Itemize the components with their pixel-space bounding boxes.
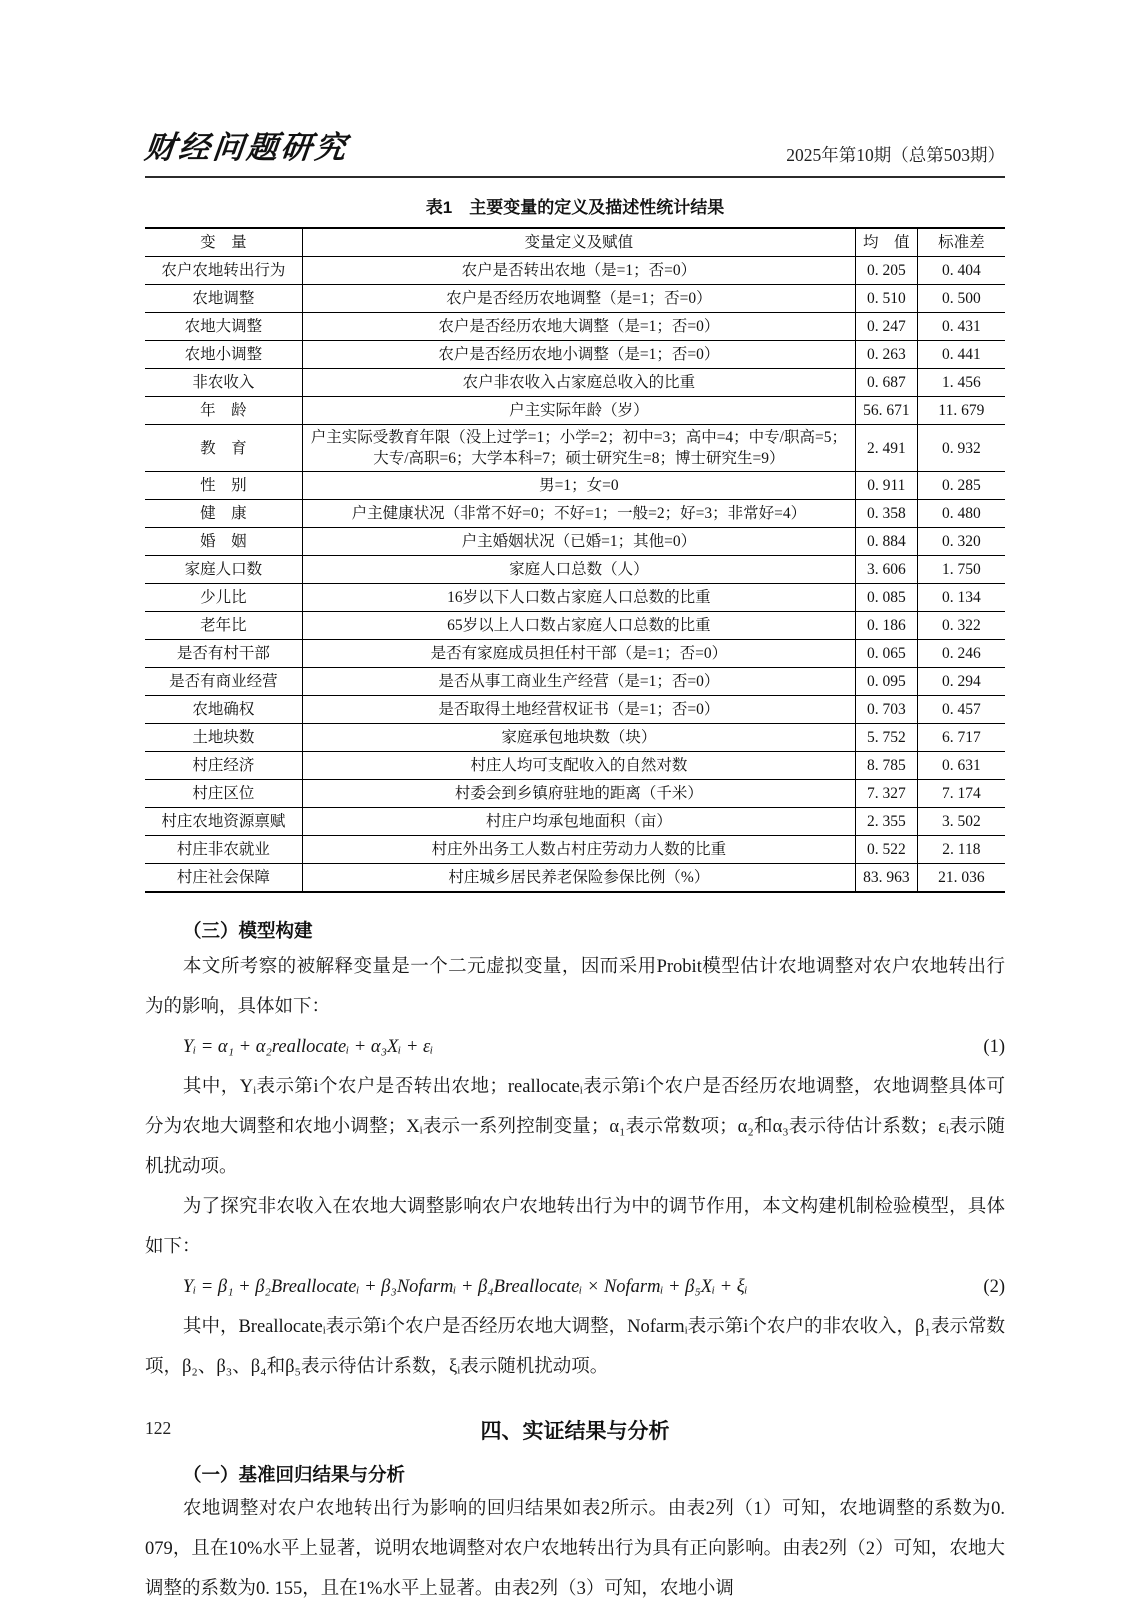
table-cell: 农户是否经历农地小调整（是=1；否=0） <box>302 341 855 369</box>
table-cell: 农地小调整 <box>145 341 302 369</box>
table-cell: 0. 932 <box>917 425 1005 472</box>
equation-2 <box>145 1267 1005 1307</box>
table-cell: 65岁以上人口数占家庭人口总数的比重 <box>302 612 855 640</box>
table-cell: 6. 717 <box>917 724 1005 752</box>
subsection-heading-baseline: （一）基准回归结果与分析 <box>183 1464 406 1485</box>
table-cell: 农户非农收入占家庭总收入的比重 <box>302 369 855 397</box>
table-cell: 是否有商业经营 <box>145 668 302 696</box>
table-cell: 0. 431 <box>917 313 1005 341</box>
table-cell: 户主健康状况（非常不好=0；不好=1；一般=2；好=3；非常好=4） <box>302 500 855 528</box>
paragraph-model-intro: 本文所考察的被解释变量是一个二元虚拟变量，因而采用Probit模型估计农地调整对农户农地转出行为的影响，具体如下： <box>145 957 1005 1017</box>
section-heading-model: （三）模型构建 <box>183 920 313 941</box>
table-cell: 0. 404 <box>917 257 1005 285</box>
table-cell: 性 别 <box>145 472 302 500</box>
table-row <box>145 257 1005 285</box>
table-cell: 老年比 <box>145 612 302 640</box>
table-cell: 家庭人口数 <box>145 556 302 584</box>
table-cell: 11. 679 <box>917 397 1005 425</box>
equation-1-number: (1) <box>983 1037 1005 1057</box>
table-cell: 健 康 <box>145 500 302 528</box>
table-cell: 0. 186 <box>855 612 917 640</box>
table-cell: 0. 134 <box>917 584 1005 612</box>
table-cell: 土地块数 <box>145 724 302 752</box>
table-cell: 0. 095 <box>855 668 917 696</box>
table-cell: 0. 065 <box>855 640 917 668</box>
table-cell: 16岁以下人口数占家庭人口总数的比重 <box>302 584 855 612</box>
col-header-definition: 变量定义及赋值 <box>302 228 855 257</box>
col-header-variable: 变 量 <box>145 228 302 257</box>
table-header-row <box>145 228 1005 257</box>
table-cell: 0. 247 <box>855 313 917 341</box>
table-cell: 农户是否转出农地（是=1；否=0） <box>302 257 855 285</box>
table-row <box>145 556 1005 584</box>
table-row <box>145 752 1005 780</box>
table1-body <box>145 257 1005 893</box>
table-cell: 非农收入 <box>145 369 302 397</box>
table-cell: 0. 085 <box>855 584 917 612</box>
table-cell: 0. 263 <box>855 341 917 369</box>
table-row <box>145 724 1005 752</box>
table-cell: 户主实际受教育年限（没上过学=1；小学=2；初中=3；高中=4；中专/职高=5；大专/高职=6；大学本科=7；硕士研究生=8；博士研究生=9） <box>302 425 855 472</box>
table-cell: 0. 480 <box>917 500 1005 528</box>
table-cell: 农地大调整 <box>145 313 302 341</box>
table-cell: 0. 205 <box>855 257 917 285</box>
table-row <box>145 780 1005 808</box>
page-content <box>142 0 1005 1600</box>
table-row <box>145 528 1005 556</box>
table-cell: 0. 510 <box>855 285 917 313</box>
table-cell: 农户农地转出行为 <box>145 257 302 285</box>
table-cell: 0. 294 <box>917 668 1005 696</box>
table-cell: 1. 456 <box>917 369 1005 397</box>
col-header-sd: 标准差 <box>917 228 1005 257</box>
table-cell: 是否取得土地经营权证书（是=1；否=0） <box>302 696 855 724</box>
table-cell: 户主婚姻状况（已婚=1；其他=0） <box>302 528 855 556</box>
table-row <box>145 500 1005 528</box>
table-cell: 3. 606 <box>855 556 917 584</box>
table-cell: 村庄经济 <box>145 752 302 780</box>
table-cell: 56. 671 <box>855 397 917 425</box>
table-row <box>145 285 1005 313</box>
table-cell: 农地确权 <box>145 696 302 724</box>
issue-info: 2025年第10期（总第503期） <box>786 145 1005 165</box>
equation-1-formula: Yᵢ = α₁ + α₂reallocateᵢ + α₃Xᵢ + εᵢ <box>182 1037 434 1057</box>
table-cell: 村庄城乡居民养老保险参保比例（%） <box>302 864 855 893</box>
table-cell: 村庄户均承包地面积（亩） <box>302 808 855 836</box>
table-cell: 少儿比 <box>145 584 302 612</box>
table-cell: 0. 322 <box>917 612 1005 640</box>
table-cell: 5. 752 <box>855 724 917 752</box>
table-cell: 0. 631 <box>917 752 1005 780</box>
table-cell: 0. 246 <box>917 640 1005 668</box>
table-cell: 2. 118 <box>917 836 1005 864</box>
table-cell: 村庄社会保障 <box>145 864 302 893</box>
table-cell: 0. 522 <box>855 836 917 864</box>
table-cell: 家庭承包地块数（块） <box>302 724 855 752</box>
table-row <box>145 472 1005 500</box>
table-cell: 0. 285 <box>917 472 1005 500</box>
equation-2-number: (2) <box>983 1277 1005 1297</box>
paragraph-eq2-explanation: 其中，Breallocateᵢ表示第i个农户是否经历农地大调整，Nofarmᵢ表示第i个农户的非农收入，β₁表示常数项，β₂、β₃、β₄和β₅表示待估计系数，ξᵢ表示随机扰动项。 <box>145 1317 1005 1377</box>
table-cell: 0. 703 <box>855 696 917 724</box>
table-cell: 1. 750 <box>917 556 1005 584</box>
equation-2-formula: Yᵢ = β₁ + β₂Breallocateᵢ + β₃Nofarmᵢ + β₄Breallocateᵢ × Nofarmᵢ + β₅Xᵢ + ξᵢ <box>182 1277 748 1297</box>
table-row <box>145 808 1005 836</box>
table-cell: 村庄非农就业 <box>145 836 302 864</box>
table-cell: 0. 358 <box>855 500 917 528</box>
table-cell: 家庭人口总数（人） <box>302 556 855 584</box>
table-cell: 村庄区位 <box>145 780 302 808</box>
table-row <box>145 696 1005 724</box>
table-cell: 83. 963 <box>855 864 917 893</box>
table-cell: 0. 441 <box>917 341 1005 369</box>
table-cell: 农地调整 <box>145 285 302 313</box>
table-row <box>145 397 1005 425</box>
table-cell: 3. 502 <box>917 808 1005 836</box>
section-heading-results: 四、实证结果与分析 <box>480 1420 670 1443</box>
col-header-mean: 均 值 <box>855 228 917 257</box>
table-cell: 村庄农地资源禀赋 <box>145 808 302 836</box>
page-number: 122 <box>145 1418 172 1438</box>
paragraph-mechanism-intro: 为了探究非农收入在农地大调整影响农户农地转出行为中的调节作用，本文构建机制检验模型，具体如下： <box>145 1197 1005 1257</box>
paragraph-baseline-results: 农地调整对农户农地转出行为影响的回归结果如表2所示。由表2列（1）可知，农地调整的系数为0. 079，且在10%水平上显著，说明农地调整对农户农地转出行为具有正向影响。由表2列（2）可知，农地大调整的系数为0. 155，且在1%水平上显著。由表2列（3）可知，农地小调 <box>145 1499 1005 1599</box>
table-row <box>145 864 1005 893</box>
table-cell: 0. 320 <box>917 528 1005 556</box>
table-row <box>145 341 1005 369</box>
table-cell: 7. 174 <box>917 780 1005 808</box>
table-cell: 村庄外出务工人数占村庄劳动力人数的比重 <box>302 836 855 864</box>
table-cell: 2. 491 <box>855 425 917 472</box>
table-row <box>145 369 1005 397</box>
table-cell: 男=1；女=0 <box>302 472 855 500</box>
table-row <box>145 640 1005 668</box>
table-row <box>145 584 1005 612</box>
table-cell: 8. 785 <box>855 752 917 780</box>
table-cell: 0. 687 <box>855 369 917 397</box>
table-cell: 2. 355 <box>855 808 917 836</box>
table-row <box>145 425 1005 472</box>
table-cell: 0. 911 <box>855 472 917 500</box>
table-cell: 年 龄 <box>145 397 302 425</box>
page-header <box>142 122 1005 178</box>
equation-1 <box>145 1027 1005 1067</box>
table-cell: 村委会到乡镇府驻地的距离（千米） <box>302 780 855 808</box>
table-row <box>145 612 1005 640</box>
table-cell: 是否有村干部 <box>145 640 302 668</box>
table-cell: 是否从事工商业生产经营（是=1；否=0） <box>302 668 855 696</box>
journal-logo: 财经问题研究 <box>142 130 351 165</box>
table-cell: 农户是否经历农地调整（是=1；否=0） <box>302 285 855 313</box>
table-cell: 农户是否经历农地大调整（是=1；否=0） <box>302 313 855 341</box>
paragraph-eq1-explanation: 其中，Yᵢ表示第i个农户是否转出农地；reallocateᵢ表示第i个农户是否经历农地调整，农地调整具体可分为农地大调整和农地小调整；Xᵢ表示一系列控制变量；α₁表示常数项；α₂和α₃表示待估计系数；εᵢ表示随机扰动项。 <box>145 1077 1005 1177</box>
table-row <box>145 313 1005 341</box>
table-cell: 7. 327 <box>855 780 917 808</box>
table-row <box>145 668 1005 696</box>
table-cell: 21. 036 <box>917 864 1005 893</box>
table-cell: 0. 884 <box>855 528 917 556</box>
table1-caption: 表1 主要变量的定义及描述性统计结果 <box>425 198 725 217</box>
table-cell: 0. 500 <box>917 285 1005 313</box>
table-cell: 教 育 <box>145 425 302 472</box>
table-cell: 户主实际年龄（岁） <box>302 397 855 425</box>
table1 <box>145 227 1005 893</box>
table-cell: 是否有家庭成员担任村干部（是=1；否=0） <box>302 640 855 668</box>
table-cell: 婚 姻 <box>145 528 302 556</box>
table-row <box>145 836 1005 864</box>
table-cell: 0. 457 <box>917 696 1005 724</box>
table1-header <box>145 228 1005 257</box>
table-cell: 村庄人均可支配收入的自然对数 <box>302 752 855 780</box>
